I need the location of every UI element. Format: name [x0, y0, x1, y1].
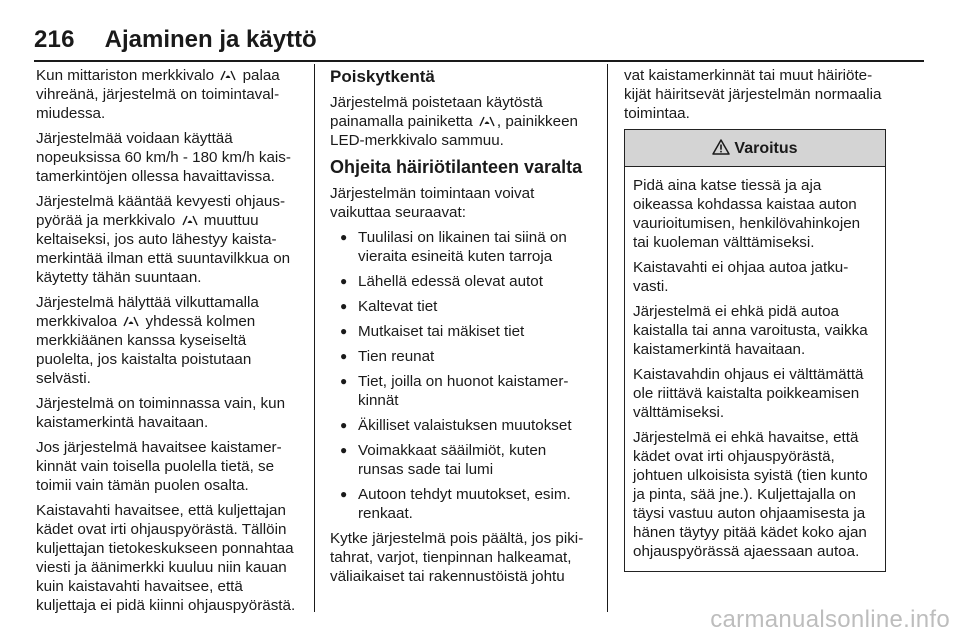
- text: palaa vihreänä, järjestelmä on toimintavalmiudessa.: [36, 67, 280, 122]
- header-rule: [34, 60, 924, 62]
- list-item: ● Tiet, joilla on huonot kaistamerkinnät: [330, 372, 592, 410]
- paragraph: vat kaistamerkinnät tai muut häiriötekijät häiritsevät järjestelmän normaalia toimintaa.: [624, 67, 882, 122]
- paragraph: Kytke järjestelmä pois päältä, jos pikitahrat, varjot, tienpinnan halkeamat, väliaikaiset tai rakennustöistä johtu: [330, 530, 584, 585]
- warning-box: [624, 129, 886, 572]
- paragraph: Jos järjestelmä havaitsee kaistamerkinnät vain toisella puolella tietä, se toimii vain tämän puolen osalta.: [36, 439, 282, 494]
- list-item: ● Tuulilasi on likainen tai siinä on vieraita esineitä kuten tarroja: [330, 228, 592, 266]
- bullet-list: [330, 228, 592, 523]
- lane-keep-assist-icon: [479, 115, 495, 127]
- list-item: ● Voimakkaat sääilmiöt, kuten runsas sade tai lumi: [330, 441, 592, 479]
- paragraph: Pidä aina katse tiessä ja aja oikeassa kohdassa kaistaa auton vaurioitumisen, henkilövahinkojen tai kuoleman välttämiseksi.: [633, 177, 861, 251]
- page-title: Ajaminen ja käyttö: [104, 26, 317, 53]
- warning-header: [625, 130, 885, 167]
- list-item: ● Lähellä edessä olevat autot: [330, 272, 592, 291]
- column-1: [36, 66, 300, 621]
- list-item: ● Kaltevat tiet: [330, 297, 592, 316]
- paragraph: Järjestelmä on toiminnassa vain, kun kaistamerkintä havaitaan.: [36, 395, 286, 431]
- paragraph: Kaistavahti ei ohjaa autoa jatkuvasti.: [633, 259, 849, 295]
- text: , painikkeen LED-merkkivalo sammuu.: [330, 113, 578, 149]
- text: Järjestelmä kääntää kevyesti ohjauspyörää ja merkkivalo: [36, 193, 286, 229]
- watermark: carmanualsonline.info: [710, 606, 950, 633]
- paragraph: [36, 293, 300, 388]
- paragraph: Kaistavahti havaitsee, että kuljettajan kädet ovat irti ohjauspyörästä. Tällöin kuljettajan tietokeskukseen ponnahtaa viesti ja äänimerkki kuuluu niin kauan kuin kaistavahti havaitsee, että kuljettaja ei pidä kiinni ohjauspyörästä.: [36, 502, 296, 614]
- section-heading: Ohjeita häiriötilanteen varalta: [330, 157, 583, 177]
- list-item: ● Tien reunat: [330, 347, 592, 366]
- page-header: [34, 26, 317, 56]
- text: Kun mittariston merkkivalo: [36, 67, 215, 84]
- paragraph: [36, 66, 300, 123]
- paragraph: Järjestelmä ei ehkä havaitse, että kädet ovat irti ohjauspyörästä, johtuen ulkoisista syistä (tien kunto ja pinta, sää jne.). Kuljettajalla on täysi vastuu auton ohjaamisesta ja hänen täytyy pitää kädet koko ajan ohjauspyörässä ajaessaan autoa.: [633, 429, 868, 560]
- column-2: [330, 66, 592, 592]
- text: Järjestelmä poistetaan käytöstä painamalla painiketta: [330, 94, 543, 130]
- warning-title: Varoitus: [734, 140, 798, 157]
- paragraph: Järjestelmän toimintaan voivat vaikuttaa seuraavat:: [330, 185, 535, 221]
- column-3: [624, 66, 886, 572]
- list-item: ● Äkilliset valaistuksen muutokset: [330, 416, 592, 435]
- paragraph: Kaistavahdin ohjaus ei välttämättä ole riittävä kaistalta poikkeamisen välttämiseksi.: [633, 366, 864, 421]
- paragraph: [36, 192, 300, 287]
- warning-triangle-icon: [712, 139, 730, 155]
- paragraph: Järjestelmä ei ehkä pidä autoa kaistalla tai anna varoitusta, vaikka kaistamerkintä havaitaan.: [633, 303, 868, 358]
- column-divider: [314, 64, 315, 612]
- warning-body: [625, 167, 885, 571]
- lane-keep-assist-icon: [123, 315, 139, 327]
- list-item: ● Mutkaiset tai mäkiset tiet: [330, 322, 592, 341]
- paragraph: [330, 93, 592, 150]
- section-heading: Poiskytkentä: [330, 67, 435, 86]
- column-divider: [607, 64, 608, 612]
- text: yhdessä kolmen merkkiäänen kanssa kyseiseltä puolelta, jos kaistalta poistutaan selvästi.: [36, 313, 256, 387]
- text: muuttuu keltaiseksi, jos auto lähestyy kaistamerkintää ilman että suuntavilkkua on käytetty tähän suuntaan.: [36, 212, 291, 286]
- lane-keep-assist-icon: [182, 214, 198, 226]
- page-number: 216: [34, 26, 75, 53]
- lane-keep-assist-icon: [220, 69, 236, 81]
- paragraph: Järjestelmää voidaan käyttää nopeuksissa 60 km/h - 180 km/h kaistamerkintöjen ollessa havaittavissa.: [36, 130, 291, 185]
- list-item: ● Autoon tehdyt muutokset, esim. renkaat.: [330, 485, 592, 523]
- text: Järjestelmä hälyttää vilkuttamalla merkkivaloa: [36, 294, 259, 330]
